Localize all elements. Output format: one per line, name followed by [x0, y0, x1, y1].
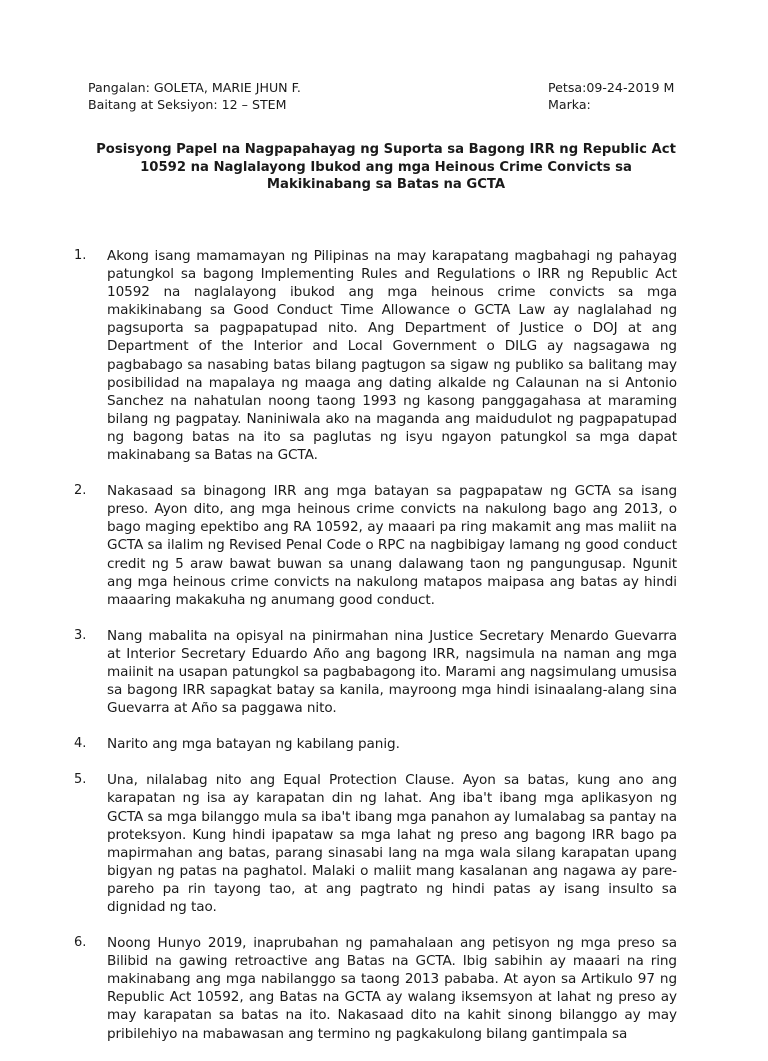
paragraph-number: 4. — [74, 736, 87, 752]
paragraph-text: Noong Hunyo 2019, inaprubahan ng pamahalaan ang petisyon ng mga preso sa Bilibid na gawing retroactive ang Batas na GCTA. Ibig sabihin ay maaari na ring makinabang ang mga nabilanggo sa taong 2013 pababa. At ayon sa Artikulo 97 ng Republic Act 10592, ang Batas na GCTA ay walang iksemsyon at lahat ng preso ay may karapatan sa batas na ito. Nakasaad dito na kahit sinong bilanggo ay may pribilehiyo na mabawasan ang termino ng pagkakulong bilang gantimpala sa — [107, 935, 677, 1042]
list-item — [74, 934, 684, 1043]
paragraph-number: 1. — [74, 248, 87, 263]
list-item — [74, 627, 684, 717]
paragraph-text: Narito ang mga batayan ng kabilang panig. — [107, 736, 400, 753]
header-row-1 — [88, 79, 688, 96]
header-row-2 — [88, 96, 688, 113]
document-header — [88, 79, 688, 113]
paragraph-text: Nakasaad sa binagong IRR ang mga batayan sa pagpapataw ng GCTA sa isang preso. Ayon dito, ang mga heinous crime convicts na nakulong bago ang 2013, o bago maging epektibo ang RA 10592, ay maaari pa ring makamit ang mas maliit na GCTA sa ilalim ng Revised Penal Code o RPC na nagbibigay lamang ng good conduct credit ng 5 araw bawat buwan sa unang dalawang taon ng pangungusap. Ngunit ang mga heinous crime convicts na nakulong matapos maipasa ang batas ay hindi maaaring makakuha ng anumang good conduct. — [107, 483, 677, 608]
paragraph-text: Una, nilalabag nito ang Equal Protection Clause. Ayon sa batas, kung ano ang karapatan ng isa ay karapatan din ng lahat. Ang iba't ibang mga aplikasyon ng GCTA sa mga bilanggo mula sa iba't ibang mga panahon ay lumalabag sa pantay na proteksyon. Kung hindi ipapataw sa mga lahat ng preso ang bagong IRR bago pa mapirmahan ang batas, parang sinasabi lang na mga wala silang karapatan upang bigyan ng patas na paghatol. Malaki o maliit mang kasalanan ang nagawa ay pare-pareho pa rin tayong tao, at ang pagtrato ng hindi patas ay isang insulto sa dignidad ng tao. — [107, 772, 677, 915]
paragraph-number: 3. — [74, 627, 87, 643]
paragraph-text: Nang mabalita na opisyal na pinirmahan nina Justice Secretary Menardo Guevarra at Interior Secretary Eduardo Año ang bagong IRR, nagsimula na naman ang mga maiinit na usapan patungkol sa pagbabagong ito. Marami ang nagsimulang umusisa sa bagong IRR sapagkat batay sa kanila, mayroong mga hindi isinaalang-alang sina Guevarra at Año sa paggawa nito. — [107, 627, 677, 717]
list-item — [74, 735, 684, 753]
student-name: Pangalan: GOLETA, MARIE JHUN F. — [88, 80, 301, 95]
paragraph-text: Akong isang mamamayan ng Pilipinas na may karapatang magbahagi ng pahayag patungkol sa bagong Implementing Rules and Regulations o IRR ng Republic Act 10592 na naglalayong ibukod ang mga heinous crime convicts sa mga makikinabang sa Good Conduct Time Allowance o GCTA Law ay naglalahad ng pagsuporta sa pagpapatupad nito. Ang Department of Justice o DOJ at ang Department of the Interior and Local Government o DILG ay nagsagawa ng pagbabago sa nasabing batas bilang pagtugon sa sigaw ng publiko sa balitang may posibilidad na mapalaya ng maaga ang dating alkalde ng Calaunan na si Antonio Sanchez na nahatulan noong taong 1993 ng kasong panggagahasa at maraming bilang ng pagpatay. Naniniwala ako na maganda ang maidudulot ng pagpapatupad ng bagong batas na ito sa paglutas ng isyu ngayon patungkol sa mga dapat makinabang sa Batas na GCTA. — [107, 248, 677, 464]
grade-section: Baitang at Seksiyon: 12 – STEM — [88, 97, 287, 112]
list-item — [74, 771, 684, 916]
paragraph-number: 2. — [74, 483, 87, 499]
document-title: Posisyong Papel na Nagpapahayag ng Suporta sa Bagong IRR ng Republic Act 10592 na Naglalayong Ibukod ang mga Heinous Crime Convicts sa Makikinabang sa Batas na GCTA — [96, 142, 676, 192]
paragraph-number: 5. — [74, 772, 87, 788]
list-item — [74, 482, 684, 609]
date-field: Petsa:09-24-2019 M — [548, 80, 675, 95]
list-item — [74, 247, 684, 464]
paragraph-list — [74, 247, 684, 1061]
score-field: Marka: — [548, 97, 591, 112]
paragraph-number: 6. — [74, 935, 87, 951]
